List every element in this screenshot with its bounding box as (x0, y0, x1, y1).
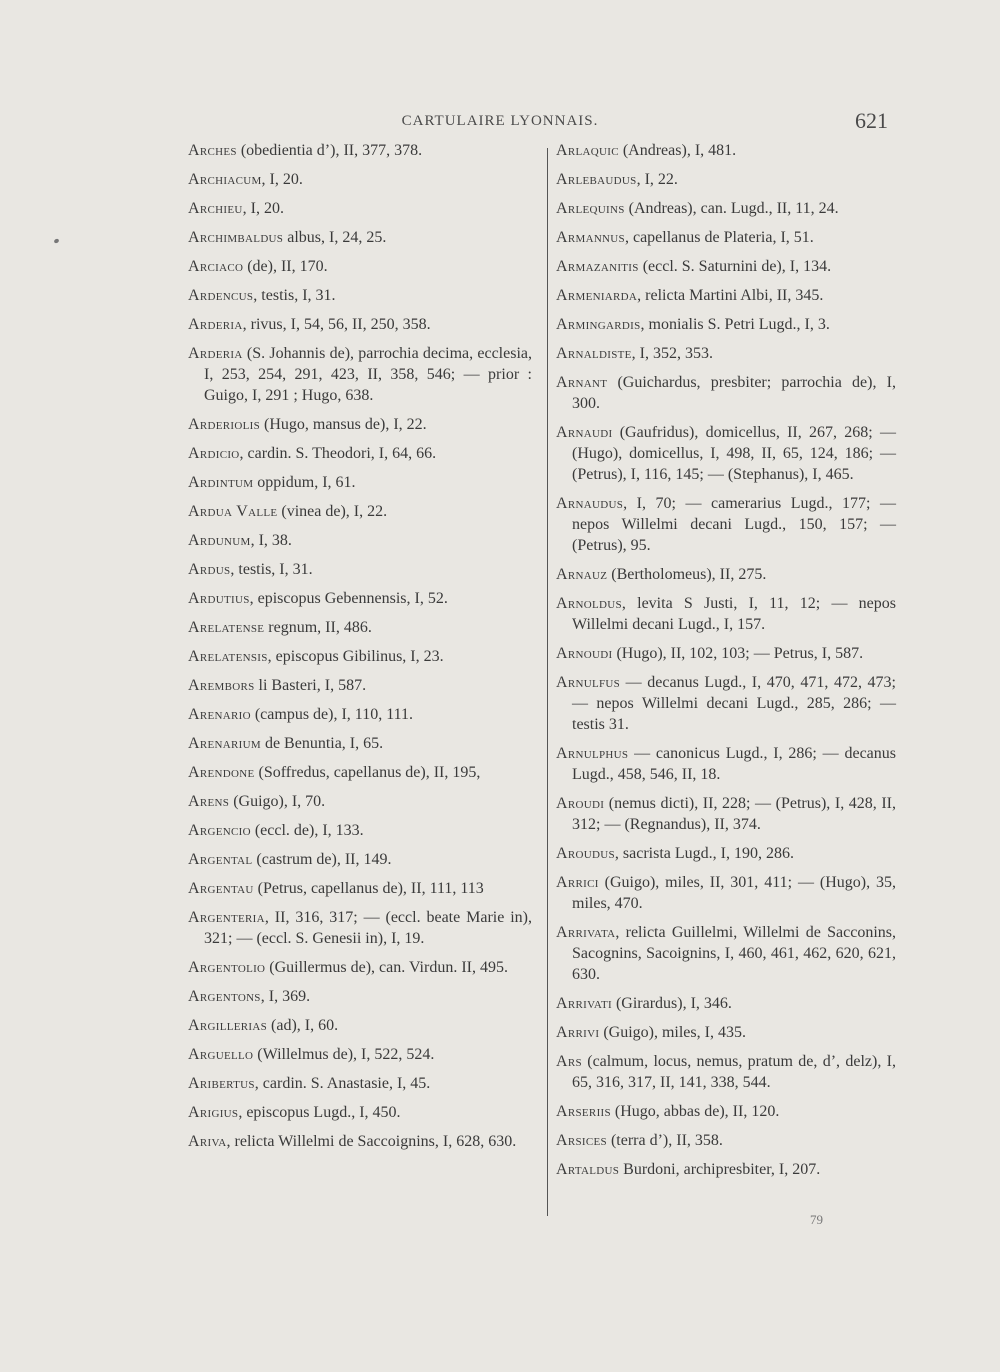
entry-headword: Archieu (188, 200, 243, 217)
entry-text: (S. Johannis de), parrochia decima, ecclesia, I, 253, 254, 291, 423, II, 358, 546; — prior : Guigo, I, 291 ; Hugo, 638. (204, 345, 532, 404)
entry-text: (Guichardus, presbiter; parrochia de), I, 300. (572, 374, 896, 412)
entry-text: , testis, I, 31. (230, 561, 313, 578)
index-entry (188, 559, 532, 580)
entry-text: — canonicus Lugd., I, 286; — decanus Lugd., 458, 546, II, 18. (572, 745, 896, 783)
index-entry (188, 443, 532, 464)
entry-text: (Guigo), miles, II, 301, 411; — (Hugo), 35, miles, 470. (572, 874, 896, 912)
index-entry (188, 1102, 532, 1123)
entry-headword: Arderia (188, 345, 243, 362)
entry-text: (ad), I, 60. (267, 1017, 339, 1034)
entry-headword: Argentons (188, 988, 261, 1005)
entry-headword: Arnoudi (556, 645, 613, 662)
index-entry (188, 1015, 532, 1036)
entry-headword: Ardintum (188, 474, 254, 491)
entry-headword: Arrivata (556, 924, 616, 941)
entry-text: (eccl. de), I, 133. (250, 822, 364, 839)
entry-text: (terra d’), II, 358. (606, 1132, 723, 1149)
entry-headword: Aroudi (556, 795, 605, 812)
index-entry (556, 1101, 896, 1122)
entry-text: , I, 20. (242, 200, 284, 217)
entry-headword: Arseriis (556, 1103, 611, 1120)
index-entry (188, 530, 532, 551)
entry-headword: Aroudus (556, 845, 615, 862)
index-entry (188, 1073, 532, 1094)
entry-headword: Arenarium (188, 735, 261, 752)
entry-text: , testis, I, 31. (253, 287, 336, 304)
index-entry (188, 957, 532, 978)
index-entry (556, 493, 896, 556)
entry-text: (calmum, locus, nemus, pratum de, d’, delz), I, 65, 316, 317, II, 141, 338, 544. (572, 1053, 896, 1091)
index-entry (188, 762, 532, 783)
index-entry (556, 343, 896, 364)
index-entry (188, 314, 532, 335)
entry-text: (eccl. S. Saturnini de), I, 134. (638, 258, 832, 275)
entry-text: (Soffredus, capellanus de), II, 195, (254, 764, 481, 781)
index-entry (556, 140, 896, 161)
entry-text: , II, 316, 317; — (eccl. beate Marie in), 321; — (eccl. S. Genesii in), I, 19. (204, 909, 532, 947)
right-column (556, 140, 896, 1188)
entry-text: (Hugo, abbas de), II, 120. (610, 1103, 780, 1120)
entry-headword: Arderiolis (188, 416, 260, 433)
index-entry (556, 872, 896, 914)
entry-text: , monialis S. Petri Lugd., I, 3. (640, 316, 830, 333)
index-entry (188, 227, 532, 248)
entry-headword: Arsices (556, 1132, 607, 1149)
entry-text: (de), II, 170. (243, 258, 328, 275)
entry-headword: Arelatense (188, 619, 265, 636)
entry-text: , cardin. S. Theodori, I, 64, 66. (239, 445, 437, 462)
entry-headword: Ardencus (188, 287, 254, 304)
entry-headword: Ariva (188, 1133, 227, 1150)
index-entry (188, 285, 532, 306)
index-entry (188, 198, 532, 219)
index-entry (188, 256, 532, 277)
entry-headword: Arciaco (188, 258, 244, 275)
entry-text: (Andreas), I, 481. (618, 142, 737, 159)
index-entry (188, 501, 532, 522)
entry-headword: Arrivi (556, 1024, 600, 1041)
entry-text: regnum, II, 486. (264, 619, 372, 636)
index-entry (556, 793, 896, 835)
entry-headword: Aribertus (188, 1075, 255, 1092)
ink-speck (53, 238, 59, 244)
entry-headword: Archimbaldus (188, 229, 284, 246)
entry-headword: Arigius (188, 1104, 239, 1121)
entry-text: , levita S Justi, I, 11, 12; — nepos Willelmi decani Lugd., I, 157. (572, 595, 896, 633)
entry-headword: Ardutius (188, 590, 250, 607)
entry-headword: Arlebaudus (556, 171, 637, 188)
entry-headword: Ars (556, 1053, 582, 1070)
entry-text: de Benuntia, I, 65. (260, 735, 384, 752)
entry-text: — decanus Lugd., I, 470, 471, 472, 473; — nepos Willelmi decani Lugd., 285, 286; — testis 31. (572, 674, 896, 733)
index-entry (188, 675, 532, 696)
index-entry (188, 878, 532, 899)
entry-headword: Ardus (188, 561, 231, 578)
entry-text: , relicta Martini Albi, II, 345. (637, 287, 824, 304)
index-entry (188, 986, 532, 1007)
entry-text: , rivus, I, 54, 56, II, 250, 358. (242, 316, 431, 333)
index-entry (188, 414, 532, 435)
index-entry (556, 593, 896, 635)
index-entry (556, 1022, 896, 1043)
entry-text: , I, 38. (250, 532, 292, 549)
entry-headword: Arendone (188, 764, 255, 781)
entry-text: , episcopus Lugd., I, 450. (238, 1104, 401, 1121)
entry-text: (Andreas), can. Lugd., II, 11, 24. (624, 200, 839, 217)
entry-headword: Armingardis (556, 316, 641, 333)
entry-text: (campus de), I, 110, 111. (250, 706, 414, 723)
entry-headword: Ardunum (188, 532, 251, 549)
entry-text: , I, 369. (260, 988, 311, 1005)
entry-text: (castrum de), II, 149. (252, 851, 392, 868)
column-divider (547, 148, 548, 1216)
entry-text: (Gaufridus), domicellus, II, 267, 268; — (Hugo), domicellus, I, 498, II, 65, 124, 186; — (Petrus), I, 116, 145; — (Stephanus), I, 465. (572, 424, 896, 483)
running-title: CARTULAIRE LYONNAIS. (401, 113, 599, 129)
index-entry (556, 314, 896, 335)
entry-text: , I, 352, 353. (631, 345, 713, 362)
index-entry (556, 372, 896, 414)
entry-text: (obedientia d’), II, 377, 378. (236, 142, 423, 159)
entry-headword: Argillerias (188, 1017, 268, 1034)
entry-headword: Arens (188, 793, 230, 810)
entry-text: , episcopus Gibilinus, I, 23. (267, 648, 444, 665)
entry-text: (Hugo, mansus de), I, 22. (260, 416, 427, 433)
index-entry (556, 227, 896, 248)
entry-headword: Armannus (556, 229, 625, 246)
index-entry (188, 1044, 532, 1065)
entry-headword: Arnaudus (556, 495, 624, 512)
entry-headword: Arnulphus (556, 745, 629, 762)
entry-text: , I, 22. (636, 171, 678, 188)
index-entry (188, 733, 532, 754)
index-entry (556, 1130, 896, 1151)
entry-headword: Arnoldus (556, 595, 622, 612)
entry-text: , capellanus de Plateria, I, 51. (624, 229, 814, 246)
entry-text: , sacrista Lugd., I, 190, 286. (614, 845, 794, 862)
page-number: 621 (855, 108, 888, 133)
index-entry (556, 843, 896, 864)
entry-text: (vinea de), I, 22. (277, 503, 388, 520)
index-entry (556, 169, 896, 190)
entry-headword: Ardicio (188, 445, 240, 462)
index-entry (556, 1051, 896, 1093)
entry-headword: Archiacum (188, 171, 262, 188)
entry-headword: Arguello (188, 1046, 254, 1063)
entry-headword: Argencio (188, 822, 251, 839)
entry-headword: Arnaudi (556, 424, 613, 441)
entry-text: , relicta Guillelmi, Willelmi de Sacconins, Sacognins, Sacoignins, I, 460, 461, 462, 620, 621, 630. (572, 924, 896, 983)
index-entry (556, 743, 896, 785)
index-entry (556, 256, 896, 277)
index-entry (188, 704, 532, 725)
entry-text: li Basteri, I, 587. (254, 677, 367, 694)
entry-headword: Argentau (188, 880, 254, 897)
index-entry (188, 343, 532, 406)
index-entry (188, 140, 532, 161)
entry-headword: Arnaldiste (556, 345, 632, 362)
entry-headword: Armazanitis (556, 258, 639, 275)
entry-text: oppidum, I, 61. (253, 474, 356, 491)
entry-headword: Arembors (188, 677, 255, 694)
entry-text: , relicta Willelmi de Saccoignins, I, 628, 630. (226, 1133, 517, 1150)
index-entry (188, 646, 532, 667)
index-entry (188, 1131, 532, 1152)
index-entry (188, 791, 532, 812)
index-entry (188, 472, 532, 493)
index-entry (556, 564, 896, 585)
entry-text: , I, 20. (261, 171, 303, 188)
signature-mark: 79 (810, 1212, 823, 1227)
entry-text: , episcopus Gebennensis, I, 52. (249, 590, 448, 607)
index-entry (188, 820, 532, 841)
entry-text: Burdoni, archipresbiter, I, 207. (619, 1161, 821, 1178)
entry-text: (Willelmus de), I, 522, 524. (253, 1046, 435, 1063)
entry-text: (Bertholomeus), II, 275. (607, 566, 767, 583)
entry-headword: Arlaquic (556, 142, 619, 159)
index-entry (556, 422, 896, 485)
entry-headword: Argental (188, 851, 253, 868)
entry-text: (Guigo), I, 70. (229, 793, 326, 810)
entry-headword: Arenario (188, 706, 251, 723)
entry-text: (nemus dicti), II, 228; — (Petrus), I, 428, II, 312; — (Regnandus), II, 374. (572, 795, 896, 833)
entry-text: (Guillermus de), can. Virdun. II, 495. (265, 959, 508, 976)
entry-text: , cardin. S. Anastasie, I, 45. (254, 1075, 431, 1092)
index-entry (556, 993, 896, 1014)
index-entry (556, 1159, 896, 1180)
left-column (188, 140, 532, 1160)
entry-headword: Arnauz (556, 566, 608, 583)
index-entry (188, 617, 532, 638)
entry-headword: Arches (188, 142, 237, 159)
index-entry (556, 922, 896, 985)
entry-headword: Arrici (556, 874, 599, 891)
entry-headword: Ardua Valle (188, 503, 278, 520)
entry-headword: Argentolio (188, 959, 266, 976)
entry-headword: Arelatensis (188, 648, 268, 665)
entry-headword: Arrivati (556, 995, 612, 1012)
entry-headword: Arlequins (556, 200, 625, 217)
index-entry (188, 169, 532, 190)
entry-headword: Argenteria (188, 909, 265, 926)
entry-text: (Petrus, capellanus de), II, 111, 113 (253, 880, 484, 897)
entry-text: , I, 70; — camerarius Lugd., 177; — nepos Willelmi decani Lugd., 150, 157; — (Petrus), 95. (572, 495, 896, 554)
entry-headword: Armeniarda (556, 287, 638, 304)
index-entry (556, 198, 896, 219)
entry-text: (Guigo), miles, I, 435. (599, 1024, 746, 1041)
entry-headword: Arderia (188, 316, 243, 333)
entry-text: (Hugo), II, 102, 103; — Petrus, I, 587. (612, 645, 864, 662)
index-entry (188, 588, 532, 609)
entry-headword: Arnulfus (556, 674, 621, 691)
index-entry (188, 907, 532, 949)
index-entry (556, 285, 896, 306)
entry-text: albus, I, 24, 25. (283, 229, 387, 246)
index-entry (188, 849, 532, 870)
entry-headword: Artaldus (556, 1161, 620, 1178)
entry-text: (Girardus), I, 346. (611, 995, 732, 1012)
entry-headword: Arnant (556, 374, 608, 391)
index-entry (556, 643, 896, 664)
index-entry (556, 672, 896, 735)
